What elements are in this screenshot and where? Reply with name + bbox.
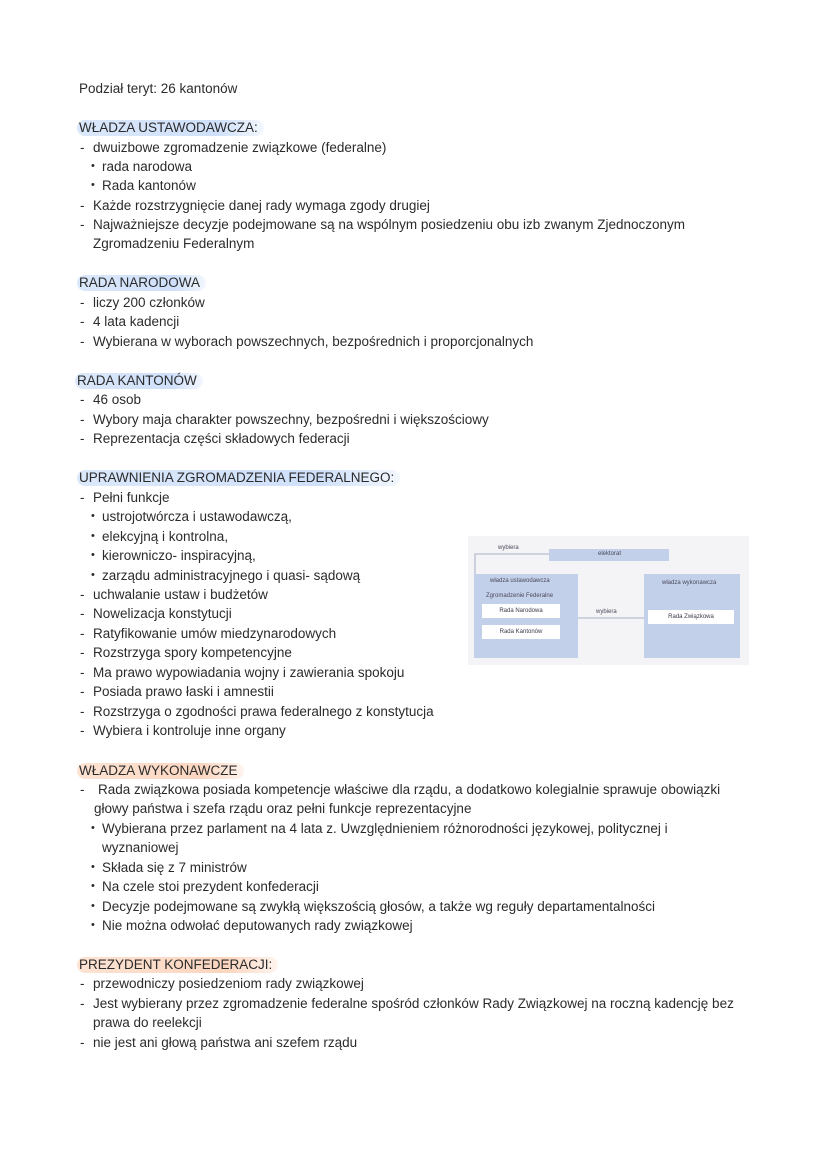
dash-marker: - xyxy=(80,412,85,427)
list-item: elekcyjną i kontrolna, xyxy=(102,529,229,544)
bullet-marker: • xyxy=(91,510,95,522)
dash-marker: - xyxy=(80,723,85,738)
list-item: Nie można odwołać deputowanych rady związkowej xyxy=(102,918,413,933)
list-item: przewodniczy posiedzeniom rady związkowej xyxy=(93,976,364,991)
dash-marker: - xyxy=(80,606,85,621)
bullet-marker: • xyxy=(91,919,95,931)
heading-rada-kantonow: RADA KANTONÓW xyxy=(75,373,203,389)
list-item: Każde rozstrzygnięcie danej rady wymaga zgody drugiej xyxy=(93,198,430,213)
list-item: zarządu administracyjnego i quasi- sądową xyxy=(102,568,361,583)
heading-uprawnienia: UPRAWNIENIA ZGROMADZENIA FEDERALNEGO: xyxy=(77,470,400,486)
heading-wladza-wykonawcze: WŁADZA WYKONAWCZE xyxy=(77,763,244,779)
list-item: rada narodowa xyxy=(102,159,193,174)
legislative-label: władza ustawodawcza xyxy=(490,578,550,584)
list-item: Ma prawo wypowiadania wojny i zawierania spokoju xyxy=(93,665,405,680)
dash-marker: - xyxy=(80,1035,85,1050)
list-item: kierowniczo- inspiracyjną, xyxy=(102,548,256,563)
zgromadzenie-label: Zgromadzenie Federalne xyxy=(486,593,554,599)
dash-marker: - xyxy=(80,314,85,329)
list-item: Nowelizacja konstytucji xyxy=(93,606,232,621)
dash-marker: - xyxy=(80,334,85,349)
list-item-continued: wyznaniowej xyxy=(102,840,179,855)
heading-rada-narodowa: RADA NARODOWA xyxy=(77,275,206,291)
dash-marker: - xyxy=(80,490,85,505)
intro-line: Podział teryt: 26 kantonów xyxy=(79,81,238,96)
list-item: 4 lata kadencji xyxy=(93,314,180,329)
bullet-marker: • xyxy=(91,549,95,561)
dash-marker: - xyxy=(80,198,85,213)
list-item: dwuizbowe zgromadzenie związkowe (federalne) xyxy=(93,140,387,155)
list-item: Jest wybierany przez zgromadzenie federalne spośród członków Rady Związkowej na roczną kadencję bez xyxy=(93,996,734,1011)
list-item: Wybierana przez parlament na 4 lata z. Uwzględnieniem różnorodności językowej, politycznej i xyxy=(102,821,668,836)
dash-marker: - xyxy=(80,431,85,446)
list-item: Rada kantonów xyxy=(102,178,196,193)
rada-kantonow-box: Rada Kantonów xyxy=(482,625,560,639)
list-item: uchwalanie ustaw i budżetów xyxy=(93,587,268,602)
list-item: Składa się z 7 ministrów xyxy=(102,860,247,875)
list-item: nie jest ani głową państwa ani szefem rządu xyxy=(93,1035,358,1050)
wybiera-mid-label: wybiera xyxy=(596,609,617,615)
executive-label: władza wykonawcza xyxy=(662,580,717,586)
dash-marker: - xyxy=(80,704,85,719)
list-item-continued: Zgromadzeniu Federalnym xyxy=(93,236,255,251)
heading-wladza-ustawodawcza: WŁADZA USTAWODAWCZA: xyxy=(77,120,264,136)
bullet-marker: • xyxy=(91,880,95,892)
dash-marker: - xyxy=(80,996,85,1011)
list-item: Wybierana w wyborach powszechnych, bezpośrednich i proporcjonalnych xyxy=(93,334,534,349)
bullet-marker: • xyxy=(91,569,95,581)
dash-marker: - xyxy=(80,392,85,407)
list-item: Pełni funkcje xyxy=(93,490,170,505)
bullet-marker: • xyxy=(91,160,95,172)
list-item: Ratyfikowanie umów miedzynarodowych xyxy=(93,626,337,641)
heading-prezydent: PREZYDENT KONFEDERACJI: xyxy=(77,957,278,973)
government-diagram xyxy=(468,536,749,665)
list-item: ustrojotwórcza i ustawodawczą, xyxy=(102,509,292,524)
list-item: Najważniejsze decyzje podejmowane są na wspólnym posiedzeniu obu izb zwanym Zjednoczonym xyxy=(93,217,686,232)
rada-narodowa-box: Rada Narodowa xyxy=(482,604,560,618)
bullet-marker: • xyxy=(91,179,95,191)
dash-marker: - xyxy=(80,140,85,155)
dash-marker: - xyxy=(80,217,85,232)
dash-marker: - xyxy=(80,782,85,797)
dash-marker: - xyxy=(80,626,85,641)
dash-marker: - xyxy=(80,587,85,602)
bullet-marker: • xyxy=(91,822,95,834)
list-item: Wybory maja charakter powszechny, bezpośredni i większościowy xyxy=(93,412,489,427)
dash-marker: - xyxy=(80,665,85,680)
list-item: Rozstrzyga o zgodności prawa federalnego z konstytucja xyxy=(93,704,434,719)
rada-zwiazkowa-box: Rada Związkowa xyxy=(648,610,734,624)
list-item-continued: głowy państwa i szefa rządu oraz pełni funkcje reprezentacyjne xyxy=(94,801,472,816)
bullet-marker: • xyxy=(91,530,95,542)
list-item: Wybiera i kontroluje inne organy xyxy=(93,723,286,738)
list-item: Rozstrzyga spory kompetencyjne xyxy=(93,645,292,660)
dash-marker: - xyxy=(80,295,85,310)
list-item: Reprezentacja części składowych federacji xyxy=(93,431,350,446)
bullet-marker: • xyxy=(91,861,95,873)
list-item-continued: prawa do reelekcji xyxy=(93,1015,202,1030)
list-item: liczy 200 członków xyxy=(93,295,205,310)
dash-marker: - xyxy=(80,684,85,699)
list-item: Decyzje podejmowane są zwykłą większością głosów, a także wg reguły departamentalności xyxy=(102,899,656,914)
list-item: Rada związkowa posiada kompetencje właściwe dla rządu, a dodatkowo kolegialnie sprawuje obowiązki xyxy=(98,782,721,797)
list-item: Posiada prawo łaski i amnestii xyxy=(93,684,274,699)
list-item: Na czele stoi prezydent konfederacji xyxy=(102,879,319,894)
list-item: 46 osob xyxy=(93,392,142,407)
dash-marker: - xyxy=(80,645,85,660)
dash-marker: - xyxy=(80,976,85,991)
elektorat-label: elektorat xyxy=(598,551,622,557)
wybiera-top-label: wybiera xyxy=(498,545,519,551)
bullet-marker: • xyxy=(91,900,95,912)
